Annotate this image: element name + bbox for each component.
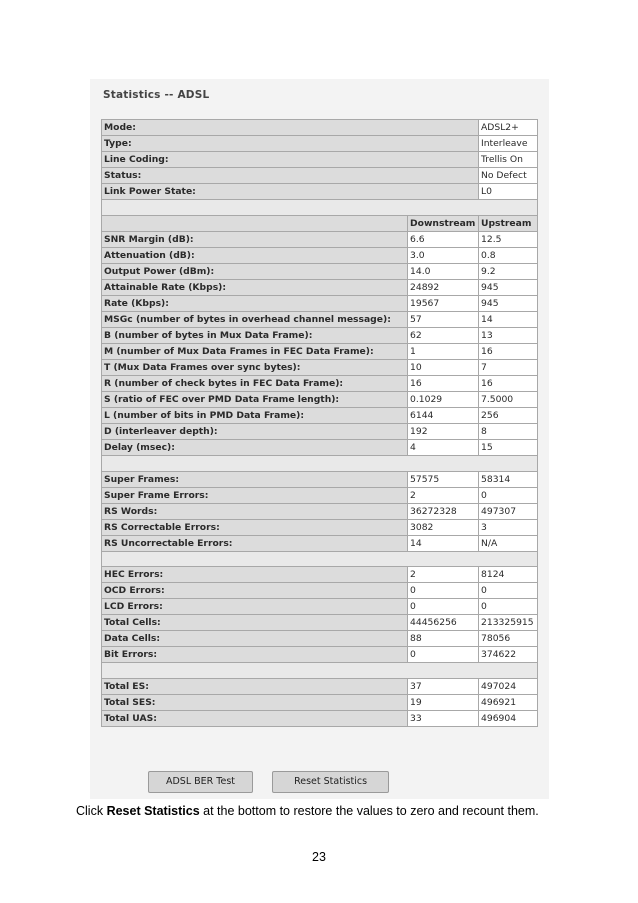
upstream-value: 8124 [479, 567, 538, 583]
stat-label: RS Correctable Errors: [102, 519, 408, 535]
stat-label: Total UAS: [102, 711, 408, 727]
stat-label: S (ratio of FEC over PMD Data Frame length): [102, 391, 408, 407]
section-spacer [102, 200, 538, 216]
upstream-value: 213325915 [479, 615, 538, 631]
caption-text-end: at the bottom to restore the values to zero and recount them. [199, 804, 539, 818]
upstream-value: 496904 [479, 711, 538, 727]
stat-label: Output Power (dBm): [102, 263, 408, 279]
stat-row [102, 295, 538, 311]
stat-label: Total Cells: [102, 615, 408, 631]
stat-row [102, 599, 538, 615]
stat-label: MSGc (number of bytes in overhead channel message): [102, 311, 408, 327]
general-row [102, 136, 538, 152]
downstream-value: 88 [408, 631, 479, 647]
stat-row [102, 423, 538, 439]
stat-row [102, 311, 538, 327]
upstream-value: N/A [479, 535, 538, 551]
stat-label: Attenuation (dB): [102, 247, 408, 263]
stat-label: Attainable Rate (Kbps): [102, 279, 408, 295]
downstream-value: 6144 [408, 407, 479, 423]
stat-value: Interleave [479, 136, 538, 152]
stat-value: ADSL2+ [479, 120, 538, 136]
stat-row [102, 615, 538, 631]
stat-label: R (number of check bytes in FEC Data Frame): [102, 375, 408, 391]
downstream-header: Downstream [408, 215, 479, 231]
stat-label: SNR Margin (dB): [102, 231, 408, 247]
upstream-value: 9.2 [479, 263, 538, 279]
stat-row [102, 343, 538, 359]
downstream-value: 14.0 [408, 263, 479, 279]
stat-row [102, 439, 538, 455]
stat-row [102, 359, 538, 375]
downstream-value: 3082 [408, 519, 479, 535]
stat-label: L (number of bits in PMD Data Frame): [102, 407, 408, 423]
stat-row [102, 695, 538, 711]
upstream-value: 78056 [479, 631, 538, 647]
page-number: 23 [312, 850, 326, 864]
downstream-value: 33 [408, 711, 479, 727]
downstream-value: 1 [408, 343, 479, 359]
spacer-cell [102, 455, 538, 471]
caption-text-start: Click [76, 804, 107, 818]
upstream-value: 0.8 [479, 247, 538, 263]
caption-paragraph [76, 801, 576, 821]
downstream-value: 2 [408, 487, 479, 503]
upstream-value: 16 [479, 375, 538, 391]
upstream-value: 8 [479, 423, 538, 439]
general-row [102, 168, 538, 184]
upstream-value: 58314 [479, 471, 538, 487]
downstream-value: 192 [408, 423, 479, 439]
downstream-value: 44456256 [408, 615, 479, 631]
downstream-value: 0.1029 [408, 391, 479, 407]
adsl-ber-test-button[interactable]: ADSL BER Test [148, 771, 253, 793]
general-row [102, 120, 538, 136]
downstream-value: 36272328 [408, 503, 479, 519]
stat-label: Data Cells: [102, 631, 408, 647]
section-spacer [102, 455, 538, 471]
stat-row [102, 631, 538, 647]
stat-row [102, 263, 538, 279]
stat-label: T (Mux Data Frames over sync bytes): [102, 359, 408, 375]
stat-row [102, 471, 538, 487]
stat-label: Mode: [102, 120, 479, 136]
upstream-value: 0 [479, 487, 538, 503]
upstream-value: 945 [479, 295, 538, 311]
upstream-value: 14 [479, 311, 538, 327]
stat-value: L0 [479, 184, 538, 200]
stat-row [102, 535, 538, 551]
downstream-value: 62 [408, 327, 479, 343]
upstream-value: 256 [479, 407, 538, 423]
upstream-value: 0 [479, 583, 538, 599]
stat-row [102, 679, 538, 695]
stat-label: Super Frames: [102, 471, 408, 487]
stat-label: HEC Errors: [102, 567, 408, 583]
stat-label: Rate (Kbps): [102, 295, 408, 311]
stat-row [102, 407, 538, 423]
section-spacer [102, 551, 538, 567]
upstream-value: 3 [479, 519, 538, 535]
downstream-value: 4 [408, 439, 479, 455]
stat-row [102, 519, 538, 535]
downstream-value: 24892 [408, 279, 479, 295]
downstream-value: 37 [408, 679, 479, 695]
downstream-value: 19567 [408, 295, 479, 311]
upstream-header: Upstream [479, 215, 538, 231]
stat-label: Super Frame Errors: [102, 487, 408, 503]
spacer-cell [102, 663, 538, 679]
stat-label: Type: [102, 136, 479, 152]
stat-row [102, 391, 538, 407]
upstream-value: 16 [479, 343, 538, 359]
stat-row [102, 647, 538, 663]
button-bar [148, 771, 389, 793]
downstream-value: 57575 [408, 471, 479, 487]
downstream-value: 0 [408, 647, 479, 663]
adsl-stats-table [101, 119, 538, 727]
stat-row [102, 567, 538, 583]
downstream-value: 57 [408, 311, 479, 327]
stat-label: LCD Errors: [102, 599, 408, 615]
stat-value: Trellis On [479, 152, 538, 168]
stat-label: D (interleaver depth): [102, 423, 408, 439]
stat-row [102, 247, 538, 263]
general-row [102, 152, 538, 168]
stat-row [102, 279, 538, 295]
stat-label: Status: [102, 168, 479, 184]
downstream-value: 6.6 [408, 231, 479, 247]
stat-label: RS Uncorrectable Errors: [102, 535, 408, 551]
adsl-statistics-screenshot [90, 79, 549, 799]
section-spacer [102, 663, 538, 679]
stat-label: OCD Errors: [102, 583, 408, 599]
stat-label: Bit Errors: [102, 647, 408, 663]
stat-label: Line Coding: [102, 152, 479, 168]
stat-label: Total ES: [102, 679, 408, 695]
column-header-row [102, 215, 538, 231]
stat-label: RS Words: [102, 503, 408, 519]
upstream-value: 7 [479, 359, 538, 375]
stat-row [102, 487, 538, 503]
stat-row [102, 327, 538, 343]
upstream-value: 497024 [479, 679, 538, 695]
upstream-value: 374622 [479, 647, 538, 663]
downstream-value: 3.0 [408, 247, 479, 263]
downstream-value: 19 [408, 695, 479, 711]
stat-label: Link Power State: [102, 184, 479, 200]
stat-label: M (number of Mux Data Frames in FEC Data Frame): [102, 343, 408, 359]
downstream-value: 10 [408, 359, 479, 375]
spacer-cell [102, 200, 538, 216]
downstream-value: 0 [408, 583, 479, 599]
downstream-value: 16 [408, 375, 479, 391]
downstream-value: 2 [408, 567, 479, 583]
upstream-value: 0 [479, 599, 538, 615]
caption-bold-term: Reset Statistics [106, 804, 200, 818]
upstream-value: 13 [479, 327, 538, 343]
reset-statistics-button[interactable]: Reset Statistics [272, 771, 389, 793]
stat-row [102, 583, 538, 599]
stat-label: Total SES: [102, 695, 408, 711]
upstream-value: 497307 [479, 503, 538, 519]
stat-row [102, 231, 538, 247]
downstream-value: 14 [408, 535, 479, 551]
spacer-cell [102, 551, 538, 567]
upstream-value: 7.5000 [479, 391, 538, 407]
stat-row [102, 711, 538, 727]
stat-label: Delay (msec): [102, 439, 408, 455]
panel-title: Statistics -- ADSL [103, 89, 210, 101]
stat-row [102, 375, 538, 391]
upstream-value: 15 [479, 439, 538, 455]
stat-value: No Defect [479, 168, 538, 184]
stat-label: B (number of bytes in Mux Data Frame): [102, 327, 408, 343]
stat-row [102, 503, 538, 519]
upstream-value: 945 [479, 279, 538, 295]
header-blank [102, 215, 408, 231]
upstream-value: 12.5 [479, 231, 538, 247]
downstream-value: 0 [408, 599, 479, 615]
general-row [102, 184, 538, 200]
upstream-value: 496921 [479, 695, 538, 711]
